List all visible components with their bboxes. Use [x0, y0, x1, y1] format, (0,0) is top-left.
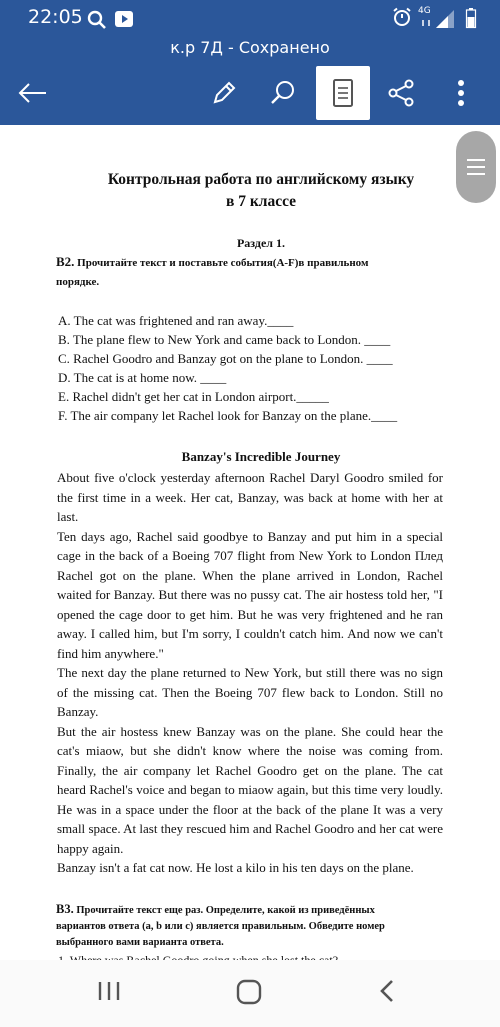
- back-button[interactable]: [6, 66, 60, 120]
- youtube-icon: [114, 10, 134, 28]
- story-paragraph: The next day the plane returned to New York, but still there was no sign of the missing cat. Then the Boeing 707 flew back to London. Still no Banzay.: [57, 665, 443, 719]
- battery-icon: [466, 8, 476, 28]
- task-b3-text-3: выбранного вами варианта ответа.: [56, 937, 224, 948]
- home-icon[interactable]: [235, 978, 263, 1006]
- edit-button[interactable]: [197, 66, 251, 120]
- recents-icon[interactable]: [96, 978, 122, 1004]
- list-item: D. The cat is at home now. ____: [58, 370, 227, 385]
- story-paragraph: Banzay isn't a fat cat now. He lost a kilo in his ten days on the plane.: [57, 860, 414, 875]
- story-paragraph: But the air hostess knew Banzay was on the plane. She could hear the cat's miaow, but she didn't know where the noise was coming from. Finally, the air company let Rachel Goodro get on the plane. The cat heard Rachel's voice and began to miaow again, but this time very loudly. He was in a space under the floor at the back of the plane It was a very small space. At last they rescued him and Rachel Goodro and her cat were happy again.: [57, 723, 443, 856]
- task-b3-heading: [56, 901, 446, 951]
- story-paragraph: About five o'clock yesterday afternoon Rachel Daryl Goodro smiled for the first time in a week. Her cat, Banzay, was back at home with her at last.: [57, 470, 443, 524]
- story-title: Banzay's Incredible Journey: [181, 449, 341, 464]
- story-paragraph: Ten days ago, Rachel said goodbye to Banzay and put him in a special cage in the back of a Boeing 707 flight from New York to London Плед Rachel got on the plane. When the plane arrived in London, Rachel waited for Banzay. But there was no pussy cat. The air hostess told her, "I opened the cage door to get him. But he was very frightened and he ran away. I called him, but I'm sorry, I couldn't catch him. And now we can't find him anywhere.": [57, 528, 443, 661]
- task-b2-code: В2.: [56, 254, 75, 269]
- network-type: 4G: [418, 6, 431, 16]
- share-button[interactable]: [374, 66, 428, 120]
- task-b3-text: Прочитайте текст еще раз. Определите, какой из приведённых: [76, 905, 375, 916]
- search-icon: [86, 9, 108, 31]
- doc-title-line-2: в 7 классе: [225, 193, 297, 210]
- story-text: [57, 468, 443, 878]
- data-arrows-icon: [420, 19, 432, 27]
- more-vert-icon: [457, 80, 465, 106]
- reading-view-icon: [332, 79, 354, 107]
- task-b2-text-2: порядке.: [56, 276, 100, 288]
- signal-icon: [436, 10, 456, 28]
- doc-title-line-1: Контрольная работа по английскому языку: [107, 171, 415, 188]
- document-title: к.р 7Д - Сохранено: [170, 38, 330, 57]
- alarm-icon: [392, 7, 412, 27]
- document-page[interactable]: [0, 125, 500, 959]
- system-nav-bar: [0, 960, 500, 1027]
- edit-pencil-icon: [210, 79, 238, 107]
- list-item: E. Rachel didn't get her cat in London airport._____: [58, 389, 329, 404]
- status-time: 22:05: [28, 6, 83, 28]
- share-icon: [387, 79, 415, 107]
- section-heading: Раздел 1.: [236, 236, 286, 250]
- task-b2-heading: [56, 254, 368, 270]
- list-item: B. The plane flew to New York and came back to London. ____: [58, 332, 391, 347]
- task-b3-code: В3.: [56, 902, 74, 916]
- list-item: C. Rachel Goodro and Banzay got on the plane to London. ____: [58, 351, 393, 366]
- list-item: F. The air company let Rachel look for Banzay on the plane.____: [58, 408, 398, 423]
- scroll-handle[interactable]: [456, 131, 496, 203]
- task-b2-text: Прочитайте текст и поставьте события(A-F)в правильном: [77, 257, 369, 269]
- find-icon: [269, 79, 297, 107]
- status-bar: [0, 0, 500, 36]
- list-item: A. The cat was frightened and ran away.____: [58, 313, 294, 328]
- events-list: [58, 311, 397, 425]
- reading-view-button[interactable]: [316, 66, 370, 120]
- back-icon[interactable]: [377, 978, 397, 1004]
- find-button[interactable]: [256, 66, 310, 120]
- task-b3-text-2: вариантов ответа (a, b или c) является правильным. Обведите номер: [56, 921, 385, 932]
- app-bar: [0, 0, 500, 125]
- back-arrow-icon: [18, 82, 48, 104]
- more-options-button[interactable]: [434, 66, 488, 120]
